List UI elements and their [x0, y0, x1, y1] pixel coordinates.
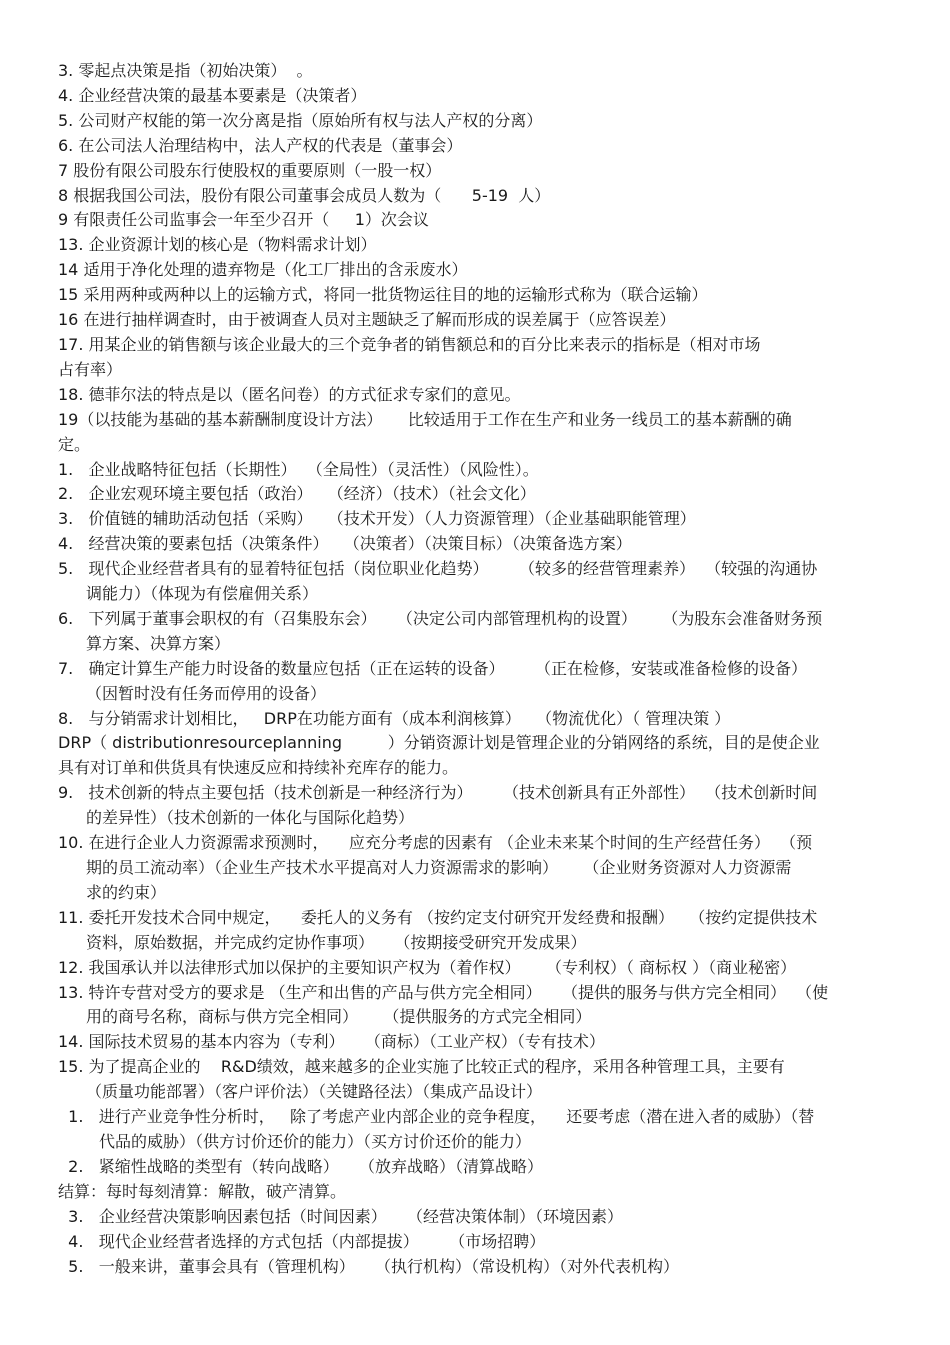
text-line: 期的员工流动率）（企业生产技术水平提高对人力资源需求的影响） （企业财务资源对人力资源需 [86, 858, 792, 877]
text-line: 7 股份有限公司股东行使股权的重要原则（一股一权） [58, 160, 442, 180]
text-line: 14. 国际技术贸易的基本内容为（专利） （商标）（工业产权）（专有技术） [58, 1032, 605, 1052]
text-line: 代品的威胁）（供方讨价还价的能力）（买方讨价还价的能力） [99, 1131, 532, 1151]
text-line: 3. 价值链的辅助活动包括（采购） （技术开发）（人力资源管理）（企业基础职能管理） [58, 509, 696, 529]
text-line: （因暂时没有任务而停用的设备） [86, 683, 327, 703]
document-body [58, 59, 898, 1279]
text-line: （质量功能部署）（客户评价法）（关键路径法）（集成产品设计） [86, 1082, 543, 1102]
text-line: 求的约束） [86, 882, 167, 902]
text-line: 3. 企业经营决策影响因素包括（时间因素） （经营决策体制）（环境因素） [58, 1206, 624, 1226]
text-line: 13. 企业资源计划的核心是（物料需求计划） [58, 235, 377, 255]
text-line: 8 根据我国公司法，股份有限公司董事会成员人数为（ 5-19 人） [58, 185, 551, 205]
text-line: 4. 经营决策的要素包括（决策条件） （决策者）（决策目标）（决策备选方案） [58, 534, 632, 554]
text-line: 用的商号名称，商标与供方完全相同） （提供服务的方式完全相同） [86, 1007, 592, 1027]
text-line: 19（以技能为基础的基本薪酬制度设计方法） 比较适用于工作在生产和业务一线员工的基本薪酬的确 [58, 409, 792, 429]
text-line: 17. 用某企业的销售额与该企业最大的三个竞争者的销售额总和的百分比来表示的指标是（相对市场 [58, 334, 761, 354]
text-line: 6. 在公司法人治理结构中，法人产权的代表是（董事会） [58, 135, 463, 155]
text-line: 8. 与分销需求计划相比， DRP在功能方面有（成本利润核算） （物流优化）（ 管理决策 ） [58, 708, 731, 728]
text-line: 14 适用于净化处理的遗弃物是（化工厂排出的含汞废水） [58, 260, 468, 280]
text-line: 调能力）（体现为有偿雇佣关系） [86, 584, 319, 604]
text-line: 算方案、决算方案） [86, 633, 231, 653]
text-line: 15 采用两种或两种以上的运输方式，将同一批货物运往目的地的运输形式称为（联合运输） [58, 285, 708, 305]
text-line: 2. 紧缩性战略的类型有（转向战略） （放弃战略）（清算战略） [58, 1156, 544, 1176]
text-line: 18. 德菲尔法的特点是以（匿名问卷）的方式征求专家们的意见。 [58, 384, 521, 404]
text-line: 10. 在进行企业人力资源需求预测时， 应充分考虑的因素有 （企业未来某个时间的生产经营任务） （预 [58, 833, 813, 853]
text-line: 定。 [58, 434, 91, 454]
text-line: 1. 企业战略特征包括（长期性） （全局性）（灵活性）（风险性）。 [58, 459, 539, 479]
text-line: 13. 特许专营对受方的要求是 （生产和出售的产品与供方完全相同） （提供的服务与供方完全相同） （使 [58, 982, 829, 1002]
text-line: 具有对订单和供货具有快速反应和持续补充库存的能力。 [58, 758, 459, 778]
text-line: 4. 企业经营决策的最基本要素是（决策者） [58, 85, 367, 105]
text-line: 11. 委托开发技术合同中规定， 委托人的义务有 （按约定支付研究开发经费和报酬） （按约定提供技术 [58, 907, 818, 927]
text-line: DRP（ distributionresourceplanning ）分销资源计划是管理企业的分销网络的系统，目的是使企业 [58, 733, 820, 753]
text-line: 5. 一般来讲，董事会具有（管理机构） （执行机构）（常设机构）（对外代表机构） [58, 1256, 680, 1276]
text-line: 16 在进行抽样调查时，由于被调查人员对主题缺乏了解而形成的误差属于（应答误差） [58, 310, 676, 330]
text-line: 占有率） [58, 359, 123, 379]
text-line: 1. 进行产业竞争性分析时， 除了考虑产业内部企业的竞争程度， 还要考虑（潜在进入者的威胁）（替 [58, 1107, 815, 1127]
text-line: 资料，原始数据，并完成约定协作事项） （按期接受研究开发成果） [86, 932, 587, 952]
text-line: 的差异性）（技术创新的一体化与国际化趋势） [86, 808, 415, 828]
text-line: 3. 零起点决策是指（初始决策） 。 [58, 61, 313, 80]
text-line: 7. 确定计算生产能力时设备的数量应包括（正在运转的设备） （正在检修，安装或准备检修的设备） [58, 658, 808, 678]
text-line: 结算：每时每刻清算：解散，破产清算。 [58, 1181, 347, 1201]
text-line: 4. 现代企业经营者选择的方式包括（内部提拔） （市场招聘） [58, 1231, 546, 1251]
text-line: 9 有限责任公司监事会一年至少召开（ 1）次会议 [58, 210, 429, 230]
text-line: 5. 公司财产权能的第一次分离是指（原始所有权与法人产权的分离） [58, 110, 543, 130]
text-line: 2. 企业宏观环境主要包括（政治） （经济）（技术）（社会文化） [58, 484, 536, 504]
text-line: 5. 现代企业经营者具有的显着特征包括（岗位职业化趋势） （较多的经营管理素养） （较强的沟通协 [58, 559, 818, 579]
text-line: 15. 为了提高企业的 R&D绩效，越来越多的企业实施了比较正式的程序，采用各种管理工具，主要有 [58, 1057, 785, 1077]
text-line: 6. 下列属于董事会职权的有（召集股东会） （决定公司内部管理机构的设置） （为股东会准备财务预 [58, 608, 823, 628]
text-line: 9. 技术创新的特点主要包括（技术创新是一种经济行为） （技术创新具有正外部性） （技术创新时间 [58, 783, 818, 803]
text-line: 12. 我国承认并以法律形式加以保护的主要知识产权为（着作权） （专利权）（ 商标权 ）（商业秘密） [58, 957, 797, 977]
